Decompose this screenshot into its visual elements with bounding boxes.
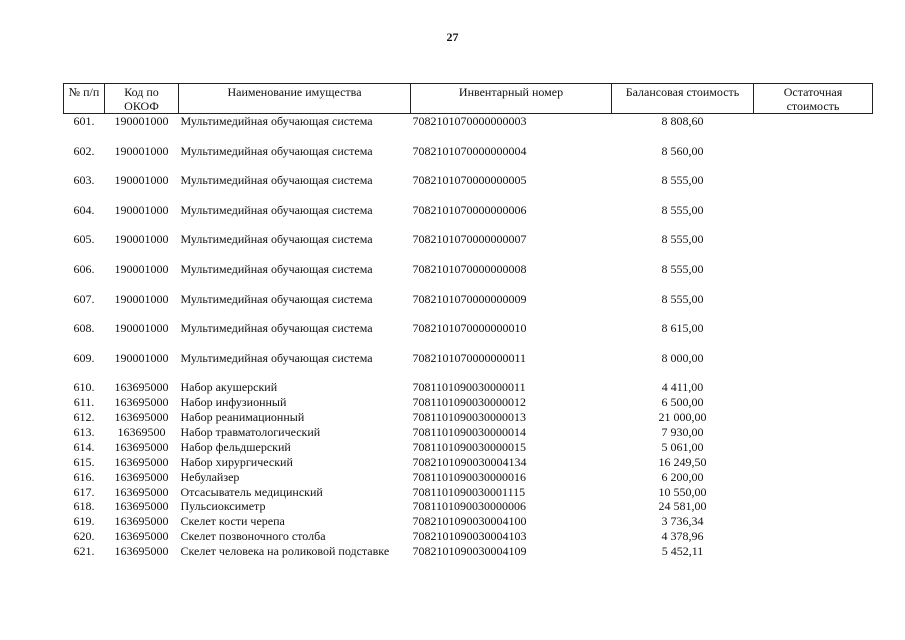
table-row [64, 232, 873, 262]
row-number: 616. [73, 469, 95, 484]
inventory-number: 7082101090030004134 [412, 454, 527, 469]
table-row [64, 440, 873, 455]
property-name: Скелет человека на роликовой подставке [180, 544, 390, 559]
inventory-number: 7082101070000000008 [412, 261, 527, 276]
property-name: Мультимедийная обучающая система [180, 143, 373, 158]
table-row [64, 144, 873, 174]
row-number: 618. [73, 499, 95, 514]
row-number: 606. [73, 261, 95, 276]
table-row [64, 321, 873, 351]
inventory-number: 7081101090030000011 [412, 380, 526, 395]
residual-value [754, 410, 873, 425]
table-row [64, 529, 873, 544]
table-row [64, 485, 873, 500]
property-name: Мультимедийная обучающая система [180, 321, 373, 336]
okof-code: 16369500 [117, 425, 166, 440]
okof-code: 163695000 [114, 380, 169, 395]
inventory-number: 7082101090030004109 [412, 544, 527, 559]
row-number: 621. [73, 544, 95, 559]
inventory-number: 7082101070000000007 [412, 232, 527, 247]
residual-value [754, 351, 873, 381]
balance-value: 4 378,96 [661, 529, 704, 544]
property-name: Набор акушерский [180, 380, 278, 395]
okof-code: 163695000 [114, 514, 169, 529]
residual-value [754, 114, 873, 144]
property-name: Мультимедийная обучающая система [180, 261, 373, 276]
residual-value [754, 425, 873, 440]
okof-code: 163695000 [114, 469, 169, 484]
okof-code: 190001000 [114, 143, 169, 158]
okof-code: 190001000 [114, 232, 169, 247]
residual-value [754, 380, 873, 395]
residual-value [754, 440, 873, 455]
okof-code: 163695000 [114, 454, 169, 469]
row-number: 610. [73, 380, 95, 395]
table-row [64, 544, 873, 574]
inventory-number: 7082101070000000004 [412, 143, 527, 158]
table-body [64, 114, 873, 574]
okof-code: 163695000 [114, 395, 169, 410]
residual-value [754, 470, 873, 485]
inventory-number: 7082101070000000006 [412, 202, 527, 217]
balance-value: 8 555,00 [661, 261, 704, 276]
row-number: 612. [73, 410, 95, 425]
inventory-number: 7082101070000000009 [412, 291, 527, 306]
inventory-number: 7082101070000000005 [412, 173, 527, 188]
row-number: 609. [73, 350, 95, 365]
table-row [64, 114, 873, 144]
property-name: Мультимедийная обучающая система [180, 350, 373, 365]
property-name: Мультимедийная обучающая система [180, 173, 373, 188]
property-name: Набор фельдшерский [180, 439, 291, 454]
okof-code: 163695000 [114, 529, 169, 544]
inventory-number: 7082101090030004103 [412, 529, 527, 544]
table-row [64, 262, 873, 292]
table-header-row [64, 84, 873, 114]
residual-value [754, 514, 873, 529]
col-header-balance-value: Балансовая стоимость [612, 84, 754, 114]
inventory-number: 7081101090030000015 [412, 439, 527, 454]
balance-value: 10 550,00 [658, 484, 707, 499]
balance-value: 7 930,00 [661, 425, 704, 440]
balance-value: 8 555,00 [661, 232, 704, 247]
property-name: Скелет кости черепа [180, 514, 285, 529]
residual-value [754, 529, 873, 544]
property-name: Пульсиоксиметр [180, 499, 266, 514]
inventory-number: 7081101090030000016 [412, 469, 527, 484]
table-row [64, 499, 873, 514]
okof-code: 190001000 [114, 291, 169, 306]
row-number: 607. [73, 291, 95, 306]
row-number: 619. [73, 514, 95, 529]
col-header-number: № п/п [64, 84, 105, 114]
inventory-number: 7081101090030000013 [412, 410, 527, 425]
row-number: 615. [73, 454, 95, 469]
okof-code: 163695000 [114, 439, 169, 454]
table-row [64, 410, 873, 425]
table-row [64, 173, 873, 203]
balance-value: 8 615,00 [661, 321, 704, 336]
okof-code: 163695000 [114, 484, 169, 499]
inventory-number: 7081101090030001115 [412, 484, 526, 499]
balance-value: 16 249,50 [658, 454, 707, 469]
property-name: Набор реанимационный [180, 410, 305, 425]
inventory-number: 7081101090030000014 [412, 425, 527, 440]
okof-code: 190001000 [114, 114, 169, 128]
balance-value: 6 500,00 [661, 395, 704, 410]
balance-value: 8 808,60 [661, 114, 704, 128]
property-name: Набор травматологический [180, 425, 321, 440]
inventory-number: 7082101090030004100 [412, 514, 527, 529]
inventory-table [63, 83, 873, 574]
table-row [64, 351, 873, 381]
residual-value [754, 262, 873, 292]
balance-value: 6 200,00 [661, 469, 704, 484]
balance-value: 8 000,00 [661, 350, 704, 365]
row-number: 620. [73, 529, 95, 544]
balance-value: 3 736,34 [661, 514, 704, 529]
col-header-okof-code: Код по ОКОФ [105, 84, 179, 114]
table-row [64, 425, 873, 440]
property-name: Набор хирургический [180, 454, 293, 469]
property-name: Мультимедийная обучающая система [180, 232, 373, 247]
okof-code: 163695000 [114, 544, 169, 559]
inventory-number: 7081101090030000006 [412, 499, 527, 514]
property-name: Скелет позвоночного столба [180, 529, 326, 544]
inventory-number: 7082101070000000003 [412, 114, 527, 128]
okof-code: 190001000 [114, 261, 169, 276]
residual-value [754, 203, 873, 233]
row-number: 601. [73, 114, 95, 128]
table-row [64, 380, 873, 395]
balance-value: 5 452,11 [661, 544, 704, 559]
balance-value: 8 555,00 [661, 291, 704, 306]
row-number: 608. [73, 321, 95, 336]
balance-value: 5 061,00 [661, 439, 704, 454]
residual-value [754, 455, 873, 470]
balance-value: 8 555,00 [661, 202, 704, 217]
inventory-number: 7081101090030000012 [412, 395, 527, 410]
okof-code: 190001000 [114, 173, 169, 188]
property-name: Отсасыватель медицинский [180, 484, 323, 499]
col-header-inventory-number: Инвентарный номер [411, 84, 612, 114]
row-number: 603. [73, 173, 95, 188]
residual-value [754, 321, 873, 351]
property-name: Мультимедийная обучающая система [180, 202, 373, 217]
property-name: Мультимедийная обучающая система [180, 291, 373, 306]
row-number: 614. [73, 439, 95, 454]
row-number: 617. [73, 484, 95, 499]
okof-code: 163695000 [114, 499, 169, 514]
residual-value [754, 144, 873, 174]
property-name: Небулайзер [180, 469, 240, 484]
row-number: 605. [73, 232, 95, 247]
balance-value: 21 000,00 [658, 410, 707, 425]
table-row [64, 395, 873, 410]
table-row [64, 455, 873, 470]
okof-code: 190001000 [114, 350, 169, 365]
residual-value [754, 499, 873, 514]
row-number: 602. [73, 143, 95, 158]
table-row [64, 514, 873, 529]
row-number: 611. [73, 395, 95, 410]
residual-value [754, 232, 873, 262]
residual-value [754, 544, 873, 574]
residual-value [754, 485, 873, 500]
property-name: Мультимедийная обучающая система [180, 114, 373, 128]
inventory-number: 7082101070000000011 [412, 350, 527, 365]
balance-value: 8 560,00 [661, 143, 704, 158]
page-number: 27 [446, 30, 459, 44]
balance-value: 4 411,00 [661, 380, 704, 395]
balance-value: 8 555,00 [661, 173, 704, 188]
col-header-residual-value: Остаточная стоимость [754, 84, 873, 114]
balance-value: 24 581,00 [658, 499, 707, 514]
row-number: 613. [73, 425, 95, 440]
table-row [64, 470, 873, 485]
okof-code: 190001000 [114, 202, 169, 217]
residual-value [754, 395, 873, 410]
row-number: 604. [73, 202, 95, 217]
table-row [64, 292, 873, 322]
col-header-property-name: Наименование имущества [179, 84, 411, 114]
okof-code: 163695000 [114, 410, 169, 425]
residual-value [754, 173, 873, 203]
okof-code: 190001000 [114, 321, 169, 336]
table-row [64, 203, 873, 233]
property-name: Набор инфузионный [180, 395, 287, 410]
residual-value [754, 292, 873, 322]
inventory-number: 7082101070000000010 [412, 321, 527, 336]
